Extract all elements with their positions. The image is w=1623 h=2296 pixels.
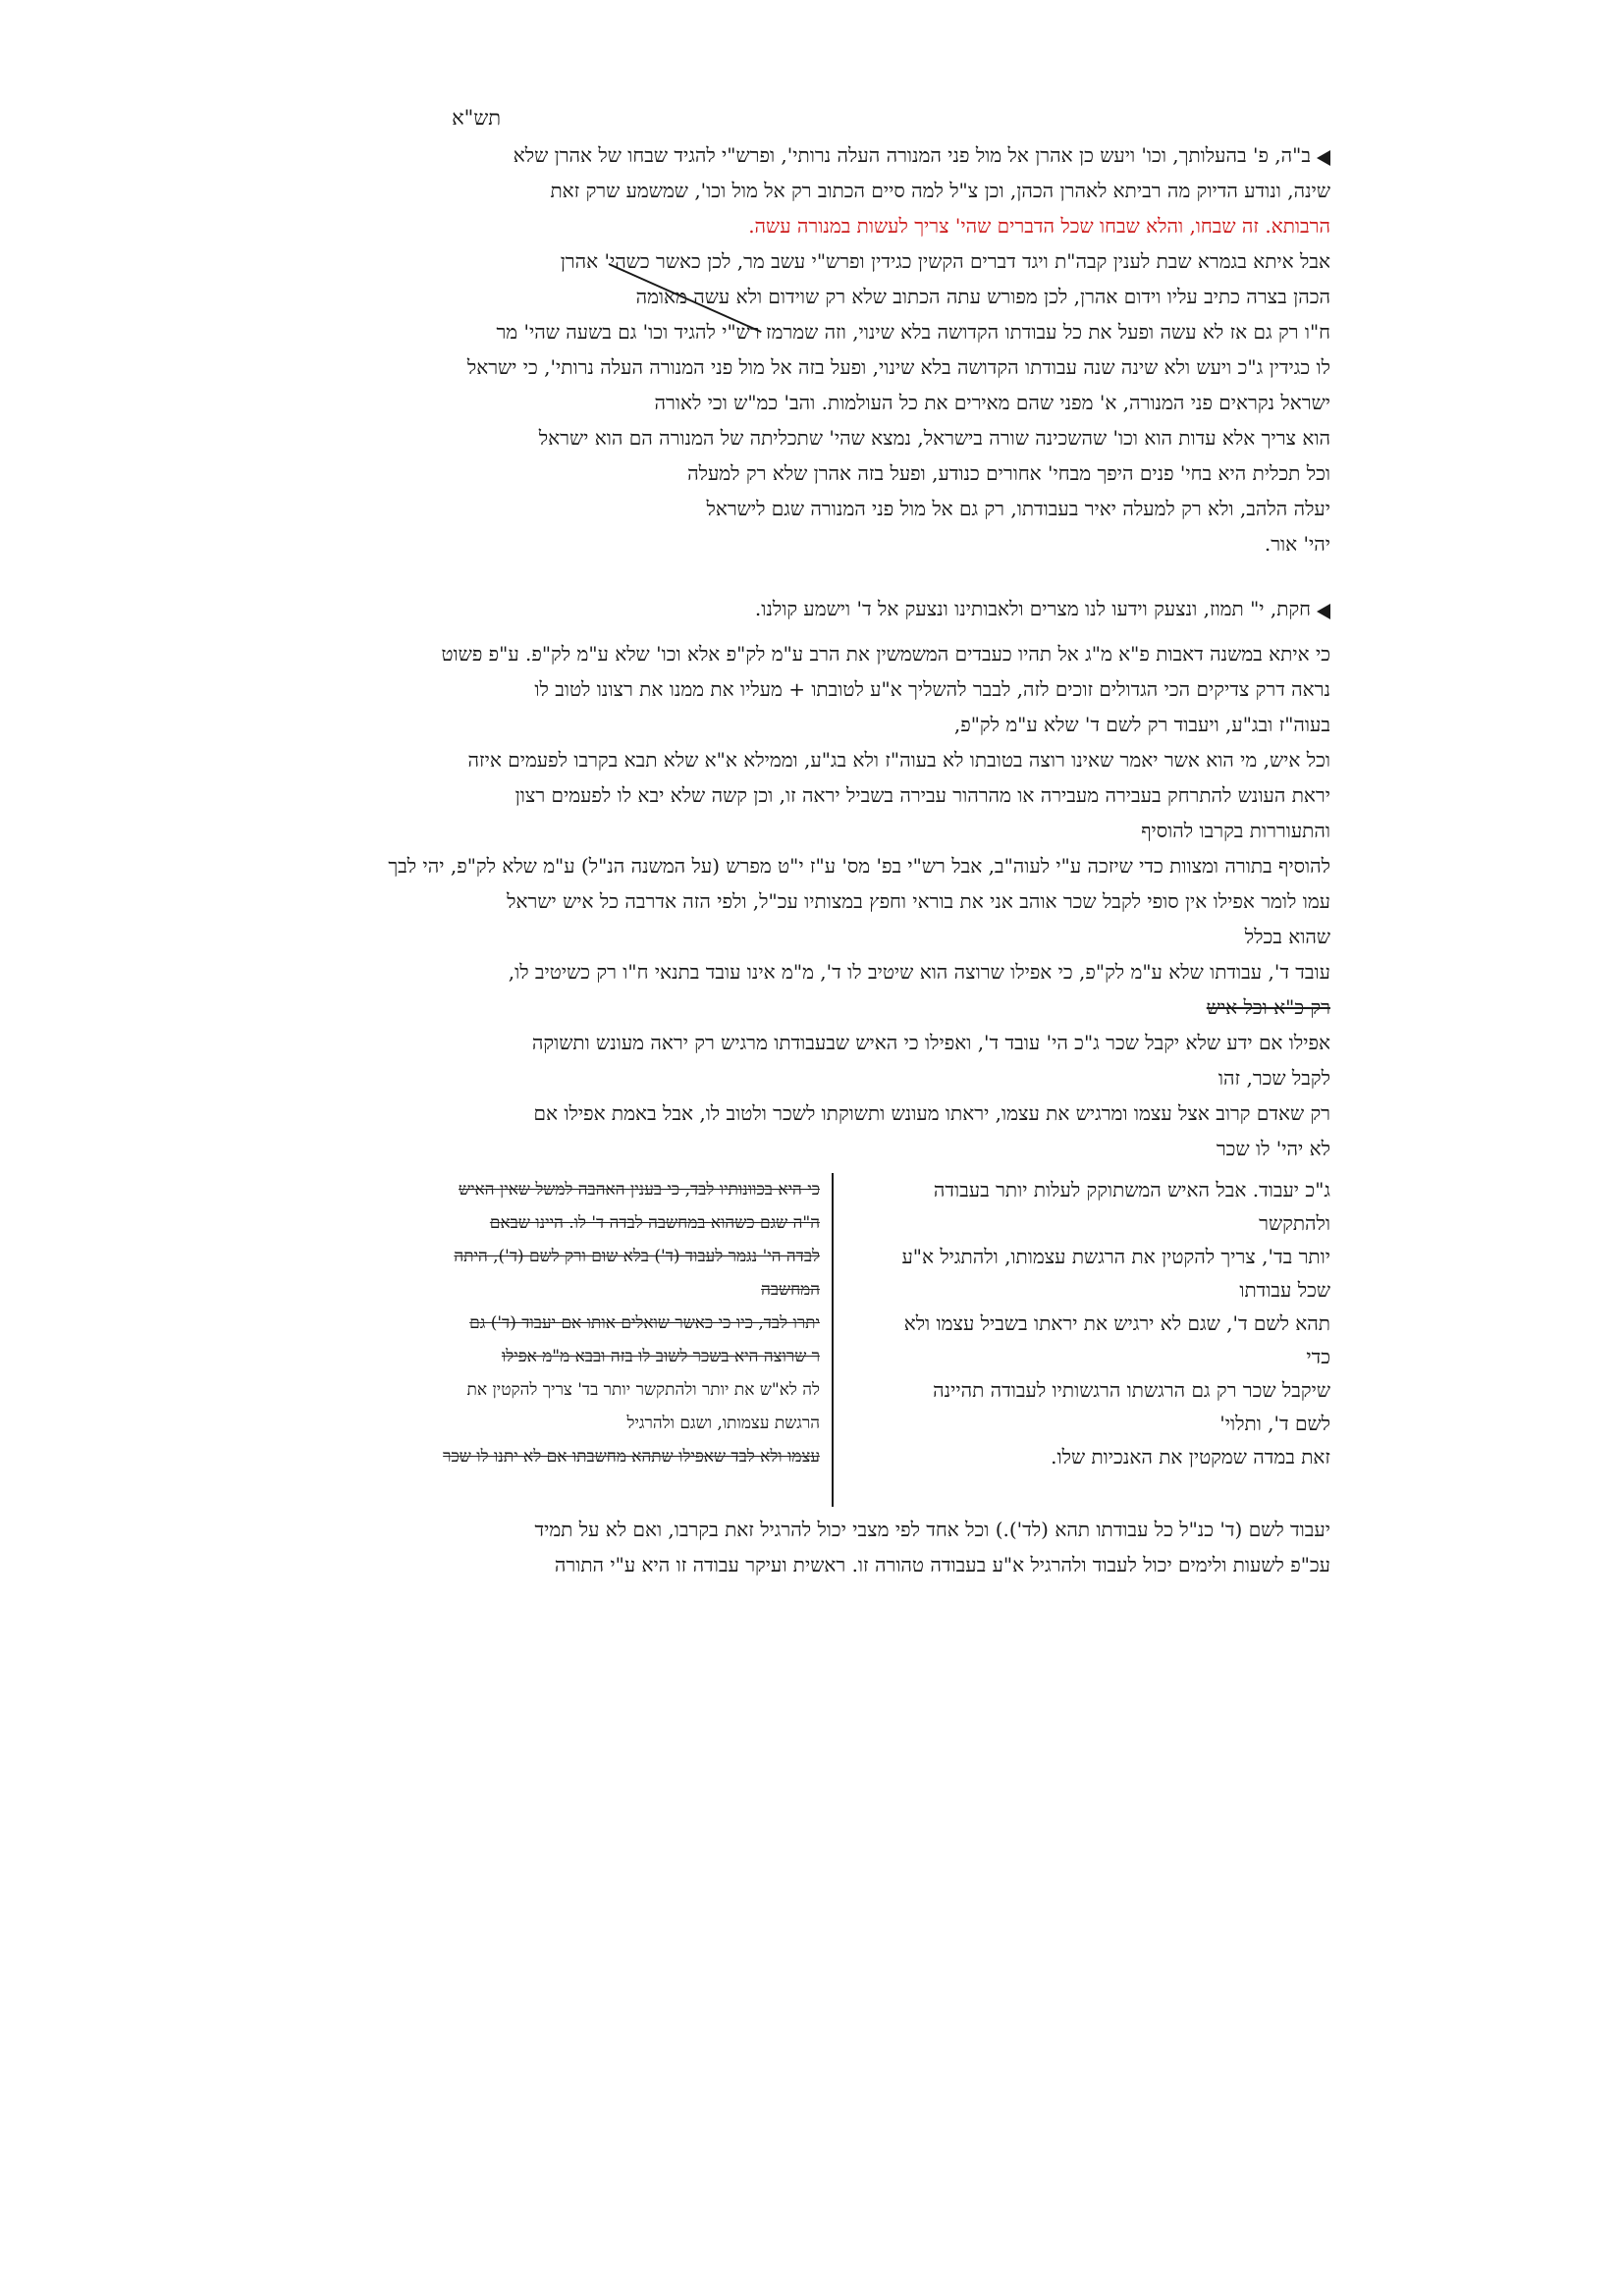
text-line: יראת העונש להתרחק בעבירה מעבירה או מהרהור עבירה בשביל יראה זו, וכן קשה שלא יבא לו לפעמים רצון	[514, 783, 1330, 807]
column-line: לה לא"ש את יותר ולהתקשר יותר בד' צריך להקטין את	[466, 1380, 820, 1400]
text-line: יהי' אור.	[1264, 532, 1330, 556]
text-line: הכהן בצרה כתיב עליו וידום אהרן, לכן מפורש עתה הכתוב שלא רק שוידום ולא עשה מאומה	[635, 285, 1330, 308]
text-line: רק שאדם קרוב אצל עצמו ומרגיש את עצמו, יראתו מעונש ותשוקתו לשכר ולטוב לו, אבל באמת אפילו אם	[533, 1101, 1330, 1125]
text-line: נראה דרק צדיקים הכי הגדולים זוכים לזה, לבבר להשליך א"ע לטובתו + מעליו את ממנו את רצונו לטוב לו	[534, 677, 1330, 701]
page-header: תש"א	[452, 106, 501, 130]
text-line: אבל איתא בגמרא שבת לענין קבה"ת ויגד דברים הקשין כגידין ופרש"י עשב מר, לכן כאשר כשהי' אהרן	[560, 249, 1330, 273]
column-line-struck: יתרו לבד, כיו כי כאשר שואלים אותו אם יעבוד (ד') גם	[469, 1313, 820, 1333]
text-line: ב"ה, פ' בהעלותך, וכו' ויעש כן אהרן אל מול פני המנורה העלה נרותי', ופרש"י להגיד שבחו של אהרן שלא	[373, 137, 1330, 173]
text-line-struck: רק כ"א וכל איש	[1206, 995, 1330, 1019]
column-line-struck: עצמו ולא לבד שאפילו שתהא מחשבתו אם לא יתנו לו שכר	[443, 1447, 820, 1467]
text-line: יעלה הלהב, ולא רק למעלה יאיר בעבודתו, רק גם אל מול פני המנורה שגם לישראל	[706, 497, 1330, 520]
section-chukat	[373, 591, 1330, 1166]
text-line: יעבוד לשם (ד' כנ"ל כל עבודתו תהא (לד').) וכל אחד לפי מצבי יכול להרגיל זאת בקרבו, ואם לא על תמיד	[534, 1518, 1330, 1541]
text-line: הוא צריך אלא עדות הוא וכו' שהשכינה שורה בישראל, נמצא שהי' שתכליתה של המנורה הם הוא ישראל	[538, 426, 1330, 450]
text-line: להוסיף בתורה ומצוות כדי שיזכה ע"י לעוה"ב, אבל רש"י בפ' מס' ע"ז י"ט מפרש (על המשנה הנ"ל) ע"מ שלא לק"פ, יהי לבך	[388, 854, 1330, 878]
text-line: עובד ד', עבודתו שלא ע"מ לק"פ, כי אפילו שרוצה הוא שיטיב לו ד', מ"מ אינו עובד בתנאי ח"ו רק כשיטיב לו,	[508, 960, 1330, 984]
column-line-struck: ה"ה שגם כשהוא במחשבה לבדה ד' לו. היינו שבאם	[489, 1213, 820, 1233]
text-line: לו כגידין ג"כ ויעש ולא שינה שנה עבודתו הקדושה בלא שינוי, ופעל בזה אל מול פני המנורה העלה נרותי', כי ישראל	[466, 355, 1330, 379]
column-line: הרגשת עצמותו, ושגם ולהרגיל	[626, 1414, 820, 1433]
closing-paragraph	[373, 1512, 1330, 1582]
text-line: אפילו אם ידע שלא יקבל שכר ג"כ הי' עובד ד', ואפילו כי האיש שבעבודתו מרגיש רק יראה מעונש ותשוקה	[531, 1031, 1330, 1054]
column-line-struck: המחשבה	[761, 1280, 820, 1300]
bullet-arrow-icon	[1319, 604, 1330, 617]
text-line: עמו לומר אפילו אין סופי לקבל שכר אוהב אני את בוראי וחפץ במצותיו עכ"ל, ולפי הזה אדרבה כל איש ישראל	[507, 889, 1330, 913]
section-behaalotcha	[373, 137, 1330, 561]
column-line: תהא לשם ד', שגם לא ירגיש את יראתו בשביל עצמו ולא	[903, 1311, 1330, 1335]
text-line-red: הרבותא. זה שבחו, והלא שבחו שכל הדברים שהי' צריך לעשות במנורה עשה.	[748, 214, 1330, 238]
column-line: כדי	[1306, 1345, 1330, 1368]
column-line: לשם ד', ותלוי'	[1219, 1412, 1330, 1435]
text-line: לא יהי' לו שכר	[1216, 1137, 1330, 1160]
column-line: ג"כ יעבוד. אבל האיש המשתוקק לעלות יותר בעבודה	[933, 1178, 1330, 1201]
right-column	[869, 1173, 1330, 1473]
text-line: כי איתא במשנה דאבות פ"א מ"ג אל תהיו כעבדים המשמשין את הרב ע"מ לק"פ אלא וכו' שלא ע"מ לק"פ. ע"פ פשוט	[441, 642, 1330, 666]
column-line: זאת במדה שמקטין את האנכיות שלו.	[1051, 1445, 1330, 1468]
text-line: חקת, י" תמוז, ונצעק וידעו לנו מצרים ולאבותינו ונצעק אל ד' וישמע קולנו.	[373, 591, 1330, 626]
column-divider	[832, 1173, 834, 1507]
column-line-struck: כי היא בכוונותיו לבד, כי בענין האהבה למשל שאין האיש	[459, 1180, 820, 1200]
column-line: שכל עבודתו	[1239, 1278, 1330, 1302]
column-line: שיקבל שכר רק גם הרגשתו הרגשותיו לעבודה תהיינה	[933, 1378, 1330, 1402]
column-line-struck: ר שרוצה היא בשכר לשוב לו בזה ובבא מ"מ אפילו	[501, 1347, 820, 1366]
column-line: ולהתקשר	[1259, 1211, 1330, 1235]
bullet-arrow-icon	[1319, 150, 1330, 164]
text-line: לקבל שכר, זהו	[1217, 1066, 1330, 1090]
text-line: ישראל נקראים פני המנורה, א' מפני שהם מאירים את כל העולמות. והב' כמ"ש וכי לאורה	[654, 391, 1330, 414]
text-line: והתעוררות בקרבו להוסיף	[1141, 819, 1330, 842]
text-line: שהוא בכלל	[1244, 925, 1330, 948]
two-column-block	[319, 1173, 1330, 1507]
text-line: עכ"פ לשעות ולימים יכול לעבוד ולהרגיל א"ע בעבודה טהורה זו. ראשית ועיקר עבודה זו היא ע"י התורה	[554, 1553, 1330, 1576]
text-line: וכל איש, מי הוא אשר יאמר שאינו רוצה בטובתו לא בעוה"ז ולא בג"ע, וממילא א"א שלא תבא בקרבו לפעמים איזה	[467, 748, 1330, 772]
text-line: וכל תכלית היא בחי' פנים היפך מבחי' אחורים כנודע, ופעל בזה אהרן שלא רק למעלה	[687, 461, 1330, 485]
text-line: בעוה"ז ובג"ע, ויעבוד רק לשם ד' שלא ע"מ לק"פ,	[953, 713, 1330, 736]
column-line-struck: לבדה הי' נגמר לעבוד (ד') בלא שום ורק לשם (ד'), היתה	[454, 1247, 820, 1266]
column-line: יותר בד', צריך להקטין את הרגשת עצמותו, ולהתגיל א"ע	[901, 1245, 1330, 1268]
text-line: שינה, ונודע הדיוק מה רביתא לאהרן הכהן, וכן צ"ל למה סיים הכתוב רק אל מול וכו', שמשמע שרק זאת	[550, 179, 1330, 202]
left-column	[319, 1173, 820, 1473]
text-line: ח"ו רק גם אז לא עשה ופעל את כל עבודתו הקדושה בלא שינוי, וזה שמרמז רש"י להגיד וכו' גם בשעה שהי' מר	[496, 320, 1330, 344]
